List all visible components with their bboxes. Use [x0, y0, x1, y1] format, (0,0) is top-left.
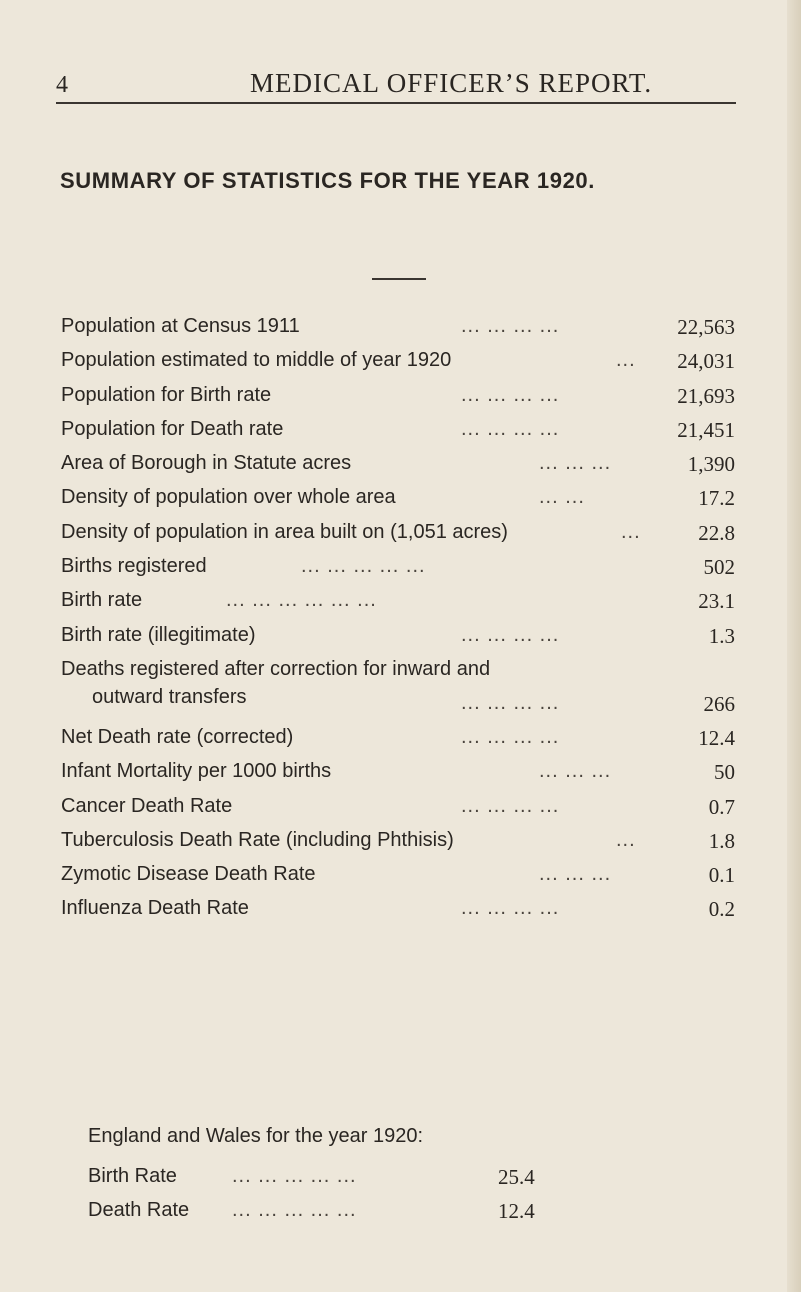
stat-label: Zymotic Disease Death Rate [61, 863, 316, 886]
page-number: 4 [56, 72, 68, 98]
stat-row [61, 793, 751, 827]
header-rule [56, 102, 736, 104]
title-divider [372, 278, 426, 280]
stat-row [61, 450, 751, 484]
stat-label: Population estimated to middle of year 1920 [61, 349, 452, 372]
stat-value: 0.7 [708, 794, 735, 819]
stat-value: 23.1 [698, 589, 735, 614]
stat-label: Density of population over whole area [61, 486, 396, 509]
stat-row [61, 313, 751, 347]
comparison-title: England and Wales for the year 1920: [88, 1125, 424, 1147]
dot-leader: ... [621, 520, 641, 543]
dot-leader: ... ... ... ... [461, 315, 560, 337]
dot-leader: ... ... ... ... [461, 691, 560, 714]
dot-leader: ... ... ... ... [461, 794, 560, 817]
stat-row [61, 895, 751, 929]
stat-label: Birth rate [61, 589, 143, 612]
dot-leader: ... ... ... [539, 452, 612, 475]
stat-row [61, 382, 751, 416]
stat-value: 12.4 [698, 725, 735, 750]
stat-row [61, 587, 751, 621]
stat-row [61, 553, 751, 587]
dot-leader: ... ... ... ... [461, 725, 560, 748]
stat-value: 24,031 [677, 349, 735, 374]
stat-value: 17.2 [698, 486, 735, 511]
dot-leader: ... ... ... ... [461, 897, 560, 920]
stat-value: 1,390 [687, 452, 735, 477]
running-title: MEDICAL OFFICER’S REPORT. [250, 68, 653, 98]
stat-label-line2: outward transfers [92, 685, 247, 708]
dot-leader: ... ... ... ... ... ... [226, 589, 377, 612]
stat-label: Density of population in area built on (1,051 acres) [61, 520, 508, 543]
summary-title: SUMMARY OF STATISTICS FOR THE YEAR 1920. [60, 168, 595, 193]
stat-value: 1.3 [708, 623, 735, 648]
comparison-value: 25.4 [498, 1165, 535, 1189]
stat-row [61, 724, 751, 758]
stat-value: 21,451 [677, 417, 735, 442]
stat-row [61, 656, 751, 724]
comparison-label: Birth Rate [88, 1165, 177, 1187]
stat-label: Tuberculosis Death Rate (including Phthisis) [61, 828, 454, 851]
stat-label: Births registered [61, 555, 207, 578]
stat-row [61, 758, 751, 792]
stat-label: Birth rate (illegitimate) [61, 623, 256, 646]
dot-leader: ... ... [539, 486, 585, 509]
statistics-table [61, 313, 751, 930]
national-comparison [88, 1125, 648, 1230]
stat-label: Area of Borough in Statute acres [61, 452, 352, 475]
stat-row [61, 484, 751, 518]
stat-row [61, 861, 751, 895]
dot-leader: ... ... ... [539, 760, 612, 783]
stat-row [61, 347, 751, 381]
dot-leader: ... ... ... ... [461, 623, 560, 646]
stat-row [61, 416, 751, 450]
stat-label: Infant Mortality per 1000 births [61, 760, 332, 783]
stat-label: Population for Death rate [61, 417, 284, 440]
stat-value: 502 [703, 555, 735, 580]
stat-label [61, 658, 490, 709]
stat-label: Influenza Death Rate [61, 897, 249, 920]
dot-leader: ... ... ... ... [461, 417, 560, 440]
stat-label: Cancer Death Rate [61, 794, 233, 817]
stat-row [61, 827, 751, 861]
stat-row [61, 622, 751, 656]
stat-value: 21,693 [677, 383, 735, 408]
comparison-row [88, 1162, 648, 1196]
stat-value: 0.2 [708, 897, 735, 922]
stat-label: Population at Census 1911 [61, 315, 300, 337]
stat-value: 22,563 [677, 315, 735, 339]
stat-value: 22.8 [698, 520, 735, 545]
dot-leader: ... [616, 349, 636, 372]
dot-leader: ... ... ... ... [461, 383, 560, 406]
comparison-value: 12.4 [498, 1199, 535, 1223]
dot-leader: ... ... ... ... ... [232, 1199, 357, 1221]
stat-label: Population for Birth rate [61, 383, 272, 406]
dot-leader: ... ... ... ... ... [232, 1165, 357, 1187]
stat-row [61, 519, 751, 553]
dot-leader: ... [616, 828, 636, 851]
stat-value: 266 [703, 691, 735, 716]
page-edge [787, 0, 801, 1292]
stat-value: 1.8 [708, 828, 735, 853]
stat-label: Net Death rate (corrected) [61, 725, 294, 748]
comparison-row [88, 1196, 648, 1230]
stat-label-line1: Deaths registered after correction for inward and [61, 657, 491, 680]
comparison-label: Death Rate [88, 1199, 190, 1221]
dot-leader: ... ... ... ... ... [301, 555, 426, 578]
stat-value: 0.1 [708, 863, 735, 888]
stat-value: 50 [714, 760, 735, 785]
dot-leader: ... ... ... [539, 863, 612, 886]
